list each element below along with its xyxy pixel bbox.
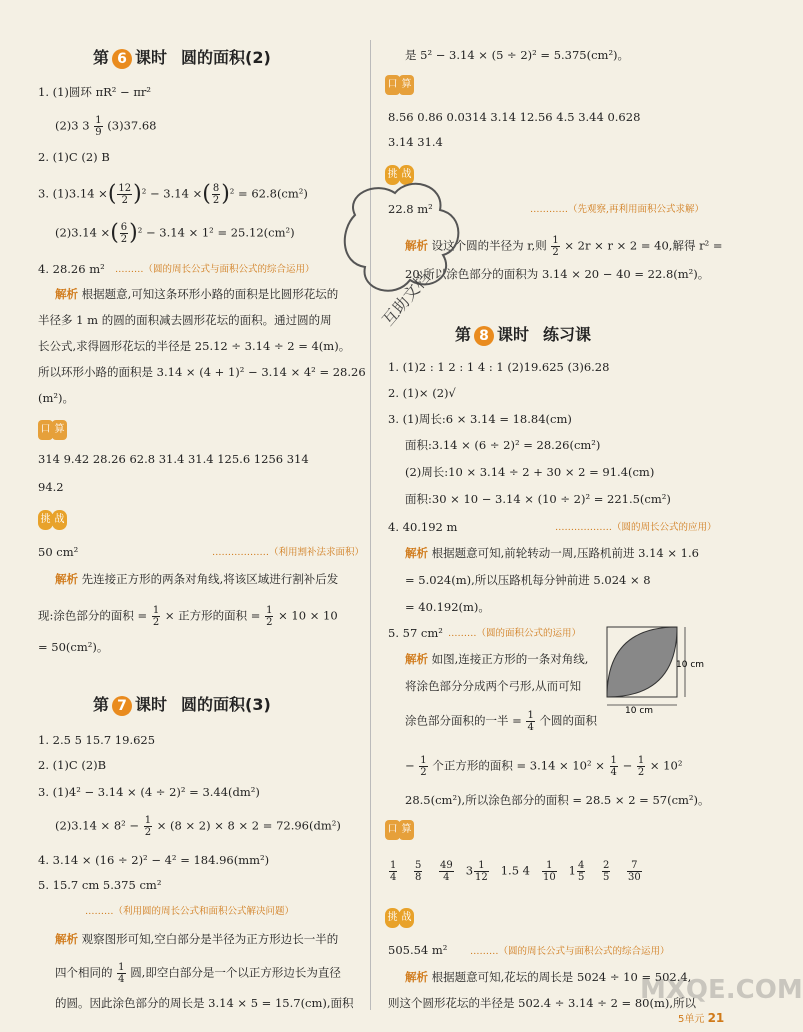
analysis-line: 所以环形小路的面积是 3.14 × (4 + 1)² − 3.14 × 4² = 28.26: [38, 365, 366, 379]
analysis-line: 涂色部分面积的一半 = $\frac{1}{4}$ 个圆的面积: [405, 710, 597, 733]
lesson-7-title: 第 7 课时 圆的面积(3): [93, 695, 271, 714]
answer-line: (2)3 3 $\frac{1}{9}$ (3)37.68: [55, 115, 157, 138]
analysis-line: 半径多 1 m 的圆的面积减去圆形花坛的面积。通过圆的周: [38, 313, 332, 327]
answer-line: 4. 28.26 m²: [38, 262, 105, 276]
answer-line: 4. 40.192 m: [388, 520, 458, 534]
analysis-line: = 40.192(m)。: [405, 600, 490, 614]
challenge-badge: 挑 战: [385, 165, 415, 187]
oral-calc-badge: 口 算: [385, 820, 415, 842]
hudong-stamp: [335, 175, 475, 335]
oral-fraction-answers: $\frac{1}{4}$ $\frac{5}{8}$ $\frac{49}{4}$ 3 $\frac{1}{12}$ 1.5 4 $\frac{1}{10}$ 1 $\frac{4}{5}$ $\frac{2}{5}$ $\frac{7}{30}$: [390, 860, 641, 883]
analysis-line: 解析 根据题意可知,花坛的周长是 5024 ÷ 10 = 502.4,: [405, 970, 692, 984]
analysis-line: 则这个圆形花坛的半径是 502.4 ÷ 3.14 ÷ 2 = 80(m),所以: [388, 996, 697, 1010]
hint-tag: ………（圆的周长公式与面积公式的综合运用）: [115, 264, 315, 275]
analysis-line: 的圆。因此涂色部分的周长是 3.14 × 5 = 15.7(cm),面积: [55, 996, 354, 1010]
answer-line: 22.8 m²: [388, 202, 433, 216]
watermark: MXQE.COM: [640, 975, 803, 1005]
lesson-number-badge: 7: [112, 696, 132, 716]
answer-line: 8.56 0.86 0.0314 3.14 12.56 4.5 3.44 0.628: [388, 110, 641, 124]
analysis-line: 将涂色部分分成两个弓形,从而可知: [405, 679, 582, 693]
answer-line: 4. 3.14 × (16 ÷ 2)² − 4² = 184.96(mm²): [38, 853, 270, 867]
analysis-line: 20,所以涂色部分的面积为 3.14 × 20 − 40 = 22.8(m²)。: [405, 267, 710, 281]
lesson-8-title: 第 8 课时 练习课: [455, 325, 592, 344]
hint-tag: …………（先观察,再利用面积公式求解）: [530, 204, 705, 215]
answer-line: 2. (1)C (2) B: [38, 150, 110, 164]
answer-line: 3.14 31.4: [388, 135, 443, 149]
answer-line: 3. (1)3.14 ×( $\frac{12}{2}$ )² − 3.14 ×( $\frac{8}{2}$ )² = 62.8(cm²): [38, 181, 308, 207]
answer-line: 3. (1)4² − 3.14 × (4 ÷ 2)² = 3.44(dm²): [38, 785, 260, 799]
analysis-line: 现:涂色部分的面积 = $\frac{1}{2}$ × 正方形的面积 = $\frac{1}{2}$ × 10 × 10: [38, 605, 338, 628]
answer-line: (2)周长:10 × 3.14 ÷ 2 + 30 × 2 = 91.4(cm): [405, 465, 655, 479]
oral-calc-badge: 口 算: [38, 420, 68, 442]
answer-line: 505.54 m²: [388, 943, 448, 957]
lesson-number-badge: 6: [112, 49, 132, 69]
hint-tag: ………（利用圆的周长公式和面积公式解决问题）: [85, 906, 295, 917]
analysis-line: = 50(cm²)。: [38, 640, 109, 654]
hint-tag: ………………（利用割补法求面积）: [212, 547, 365, 558]
answer-line: 5. 57 cm²: [388, 626, 443, 640]
figure-side-label: 10 cm: [676, 660, 705, 670]
answer-line: 3. (1)周长:6 × 3.14 = 18.84(cm): [388, 412, 572, 426]
square-leaf-figure: [605, 625, 705, 715]
analysis-line: 解析 根据题意,可知这条环形小路的面积是比圆形花坛的: [55, 287, 339, 301]
hint-tag: ………………（圆的周长公式的应用）: [555, 522, 717, 533]
analysis-line: − $\frac{1}{2}$ 个正方形的面积 = 3.14 × 10² × $\frac{1}{4}$ − $\frac{1}{2}$ × 10²: [405, 755, 683, 778]
analysis-line: = 5.024(m),所以压路机每分钟前进 5.024 × 8: [405, 573, 651, 587]
answer-line: 2. (1)C (2)B: [38, 758, 107, 772]
stamp-text: 互助文档: [378, 268, 435, 330]
hint-tag: ………（圆的面积公式的运用）: [448, 628, 582, 639]
answer-line: (2)3.14 × 8² − $\frac{1}{2}$ × (8 × 2) × 8 × 2 = 72.96(dm²): [55, 815, 341, 838]
answer-line: 5. 15.7 cm 5.375 cm²: [38, 878, 162, 892]
challenge-badge: 挑 战: [385, 908, 415, 930]
figure-bottom-label: 10 cm: [625, 706, 654, 716]
answer-line: 1. 2.5 5 15.7 19.625: [38, 733, 156, 747]
answer-line: 94.2: [38, 480, 64, 494]
analysis-line: 解析 设这个圆的半径为 r,则 $\frac{1}{2}$ × 2r × r × 2 = 40,解得 r² =: [405, 235, 723, 258]
hint-tag: ………（圆的周长公式与面积公式的综合运用）: [470, 946, 670, 957]
analysis-line: 28.5(cm²),所以涂色部分的面积 = 28.5 × 2 = 57(cm²)。: [405, 793, 710, 807]
answer-line: 314 9.42 28.26 62.8 31.4 31.4 125.6 1256 314: [38, 452, 309, 466]
page-footer: 5单元 21: [678, 1011, 725, 1025]
lesson-6-title: 第 6 课时 圆的面积(2): [93, 48, 271, 67]
answer-line: 1. (1)2 : 1 2 : 1 4 : 1 (2)19.625 (3)6.28: [388, 360, 610, 374]
analysis-line: 解析 先连接正方形的两条对角线,将该区域进行割补后发: [55, 572, 339, 586]
answer-line: 50 cm²: [38, 545, 79, 559]
challenge-badge: 挑 战: [38, 510, 68, 532]
analysis-line: 解析 观察图形可知,空白部分是半径为正方形边长一半的: [55, 932, 339, 946]
analysis-line: 解析 如图,连接正方形的一条对角线,: [405, 652, 589, 666]
analysis-line: 四个相同的 $\frac{1}{4}$ 圆,即空白部分是一个以正方形边长为直径: [55, 962, 341, 985]
answer-line: 面积:30 × 10 − 3.14 × (10 ÷ 2)² = 221.5(cm²): [405, 492, 671, 506]
answer-line: 1. (1)圆环 πR² − πr²: [38, 85, 152, 99]
fraction: $\frac{1}{9}$: [95, 115, 102, 138]
analysis-line: (m²)。: [38, 391, 74, 405]
answer-line: 面积:3.14 × (6 ÷ 2)² = 28.26(cm²): [405, 438, 601, 452]
answer-line: 是 5² − 3.14 × (5 ÷ 2)² = 5.375(cm²)。: [405, 48, 630, 62]
lesson-number-badge: 8: [474, 326, 494, 346]
answer-line: 2. (1)× (2)√: [388, 386, 456, 400]
oral-calc-badge: 口 算: [385, 75, 415, 97]
answer-line: (2)3.14 ×( $\frac{6}{2}$ )² − 3.14 × 1² = 25.12(cm²): [55, 220, 295, 246]
analysis-line: 解析 根据题意可知,前轮转动一周,压路机前进 3.14 × 1.6: [405, 546, 699, 560]
analysis-line: 长公式,求得圆形花坛的半径是 25.12 ÷ 3.14 ÷ 2 = 4(m)。: [38, 339, 351, 353]
